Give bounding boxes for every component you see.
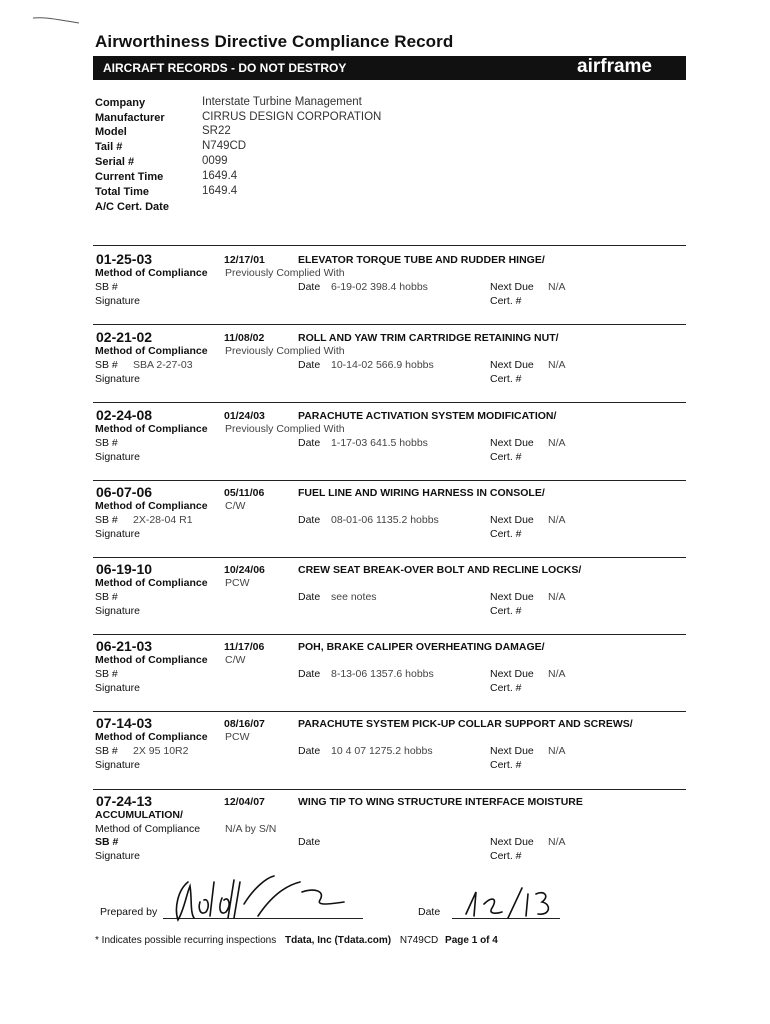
footer-page: Page 1 of 4	[445, 935, 498, 946]
method-value: C/W	[225, 500, 246, 512]
signature-label: Signature	[95, 682, 140, 694]
ad-date: 05/11/06	[224, 487, 265, 499]
ad-number: 01-25-03	[96, 251, 153, 267]
sb-label: SB #	[95, 836, 119, 848]
compliance-date-label: Date	[298, 836, 321, 848]
method-label: Method of Compliance	[95, 654, 208, 666]
method-label: Method of Compliance	[95, 500, 208, 512]
ad-description: FUEL LINE AND WIRING HARNESS IN CONSOLE/	[298, 487, 545, 499]
next-due-value: N/A	[548, 745, 566, 757]
ad-divider	[93, 324, 686, 325]
ad-description: PARACHUTE SYSTEM PICK-UP COLLAR SUPPORT AND SCREWS/	[298, 718, 633, 730]
method-value: Previously Complied With	[225, 267, 345, 279]
model-value: SR22	[202, 125, 231, 137]
footer-company: Tdata, Inc (Tdata.com)	[285, 935, 392, 946]
compliance-date-value: 10-14-02 566.9 hobbs	[331, 359, 434, 371]
ad-description: POH, BRAKE CALIPER OVERHEATING DAMAGE/	[298, 641, 545, 653]
total-time-label: Total Time	[95, 186, 149, 198]
cert-date-label: A/C Cert. Date	[95, 201, 169, 213]
method-label: Method of Compliance	[95, 423, 208, 435]
ad-divider	[93, 711, 686, 712]
method-value: PCW	[225, 577, 250, 589]
ad-description: CREW SEAT BREAK-OVER BOLT AND RECLINE LOCKS/	[298, 564, 582, 576]
cert-label: Cert. #	[490, 528, 522, 540]
method-label: Method of Compliance	[95, 577, 208, 589]
sb-label: SB #	[95, 745, 118, 757]
next-due-value: N/A	[548, 836, 566, 848]
compliance-date-label: Date	[298, 437, 321, 449]
records-banner	[93, 56, 686, 80]
ad-date: 08/16/07	[224, 718, 265, 730]
tail-label: Tail #	[95, 141, 123, 153]
sb-value: SBA 2-27-03	[133, 359, 193, 371]
model-label: Model	[95, 126, 127, 138]
signed-date-label: Date	[418, 906, 441, 918]
next-due-value: N/A	[548, 668, 566, 680]
tail-value: N749CD	[202, 140, 247, 152]
sb-label: SB #	[95, 668, 118, 680]
sb-value: 2X 95 10R2	[133, 745, 189, 757]
next-due-label: Next Due	[490, 514, 534, 526]
total-time-value: 1649.4	[202, 185, 238, 197]
handwritten-date	[462, 886, 554, 920]
banner-left-text: AIRCRAFT RECORDS - DO NOT DESTROY	[103, 61, 347, 75]
signature-label: Signature	[95, 373, 140, 385]
next-due-value: N/A	[548, 281, 566, 293]
signature-label: Signature	[95, 295, 140, 307]
ad-number: 07-14-03	[96, 715, 153, 731]
compliance-date-label: Date	[298, 359, 321, 371]
sb-value: 2X-28-04 R1	[133, 514, 193, 526]
sb-label: SB #	[95, 591, 118, 603]
current-time-value: 1649.4	[202, 170, 238, 182]
ad-description: ROLL AND YAW TRIM CARTRIDGE RETAINING NUT/	[298, 332, 559, 344]
next-due-value: N/A	[548, 591, 566, 603]
next-due-value: N/A	[548, 437, 566, 449]
compliance-date-value: 1-17-03 641.5 hobbs	[331, 437, 428, 449]
ad-date: 12/17/01	[224, 254, 265, 266]
method-label: Method of Compliance	[95, 345, 208, 357]
next-due-label: Next Due	[490, 745, 534, 757]
method-label: Method of Compliance	[95, 267, 208, 279]
scan-mark	[33, 12, 81, 22]
compliance-date-value: 10 4 07 1275.2 hobbs	[331, 745, 433, 757]
ad-divider	[93, 789, 686, 790]
ad-description: ELEVATOR TORQUE TUBE AND RUDDER HINGE/	[298, 254, 545, 266]
next-due-label: Next Due	[490, 281, 534, 293]
signature-label: Signature	[95, 850, 140, 862]
compliance-date-value: 08-01-06 1135.2 hobbs	[331, 514, 439, 526]
ad-divider	[93, 245, 686, 246]
cert-label: Cert. #	[490, 850, 522, 862]
cert-label: Cert. #	[490, 605, 522, 617]
ad-number: 02-24-08	[96, 407, 153, 423]
next-due-label: Next Due	[490, 591, 534, 603]
method-value: PCW	[225, 731, 250, 743]
company-label: Company	[95, 97, 146, 109]
next-due-label: Next Due	[490, 668, 534, 680]
sb-label: SB #	[95, 514, 118, 526]
signature-label: Signature	[95, 759, 140, 771]
method-label: Method of Compliance	[95, 823, 201, 835]
compliance-date-value: see notes	[331, 591, 377, 603]
next-due-label: Next Due	[490, 359, 534, 371]
handwritten-signature	[170, 868, 360, 928]
sb-label: SB #	[95, 281, 118, 293]
compliance-date-value: 6-19-02 398.4 hobbs	[331, 281, 428, 293]
signature-label: Signature	[95, 528, 140, 540]
ad-divider	[93, 557, 686, 558]
next-due-value: N/A	[548, 359, 566, 371]
ad-description: PARACHUTE ACTIVATION SYSTEM MODIFICATION/	[298, 410, 557, 422]
next-due-value: N/A	[548, 514, 566, 526]
ad-date: 11/17/06	[224, 641, 265, 653]
footer-note: * Indicates possible recurring inspections	[95, 935, 277, 946]
page-title: Airworthiness Directive Compliance Record	[95, 32, 454, 51]
manufacturer-label: Manufacturer	[95, 112, 165, 124]
ad-divider	[93, 480, 686, 481]
method-label: Method of Compliance	[95, 731, 208, 743]
ad-date: 10/24/06	[224, 564, 265, 576]
compliance-date-label: Date	[298, 745, 321, 757]
banner-right-text: airframe	[577, 56, 652, 77]
signature-label: Signature	[95, 605, 140, 617]
method-value: Previously Complied With	[225, 423, 345, 435]
prepared-by-label: Prepared by	[100, 906, 158, 918]
serial-label: Serial #	[95, 156, 135, 168]
cert-label: Cert. #	[490, 295, 522, 307]
company-value: Interstate Turbine Management	[202, 96, 362, 108]
ad-number: 06-21-03	[96, 638, 153, 654]
sb-label: SB #	[95, 359, 118, 371]
footer	[95, 935, 498, 946]
ad-number: 06-19-10	[96, 561, 153, 577]
ad-description-continued: ACCUMULATION/	[95, 809, 183, 821]
ad-number: 02-21-02	[96, 329, 153, 345]
ad-description: WING TIP TO WING STRUCTURE INTERFACE MOISTURE	[298, 796, 583, 808]
cert-label: Cert. #	[490, 682, 522, 694]
compliance-date-label: Date	[298, 281, 321, 293]
ad-divider	[93, 402, 686, 403]
method-value: C/W	[225, 654, 246, 666]
footer-tail: N749CD	[399, 935, 439, 946]
compliance-date-label: Date	[298, 591, 321, 603]
compliance-date-label: Date	[298, 668, 321, 680]
serial-value: 0099	[202, 155, 228, 167]
ad-number: 06-07-06	[96, 484, 153, 500]
manufacturer-value: CIRRUS DESIGN CORPORATION	[202, 111, 382, 123]
method-value: Previously Complied With	[225, 345, 345, 357]
ad-date: 12/04/07	[224, 796, 265, 808]
ad-date: 11/08/02	[224, 332, 265, 344]
cert-label: Cert. #	[490, 373, 522, 385]
current-time-label: Current Time	[95, 171, 164, 183]
method-value: N/A by S/N	[225, 823, 277, 835]
compliance-date-value: 8-13-06 1357.6 hobbs	[331, 668, 434, 680]
ad-date: 01/24/03	[224, 410, 265, 422]
signature-label: Signature	[95, 451, 140, 463]
next-due-label: Next Due	[490, 836, 534, 848]
ad-number: 07-24-13	[96, 793, 153, 809]
cert-label: Cert. #	[490, 759, 522, 771]
compliance-date-label: Date	[298, 514, 321, 526]
ad-divider	[93, 634, 686, 635]
next-due-label: Next Due	[490, 437, 534, 449]
sb-label: SB #	[95, 437, 118, 449]
cert-label: Cert. #	[490, 451, 522, 463]
